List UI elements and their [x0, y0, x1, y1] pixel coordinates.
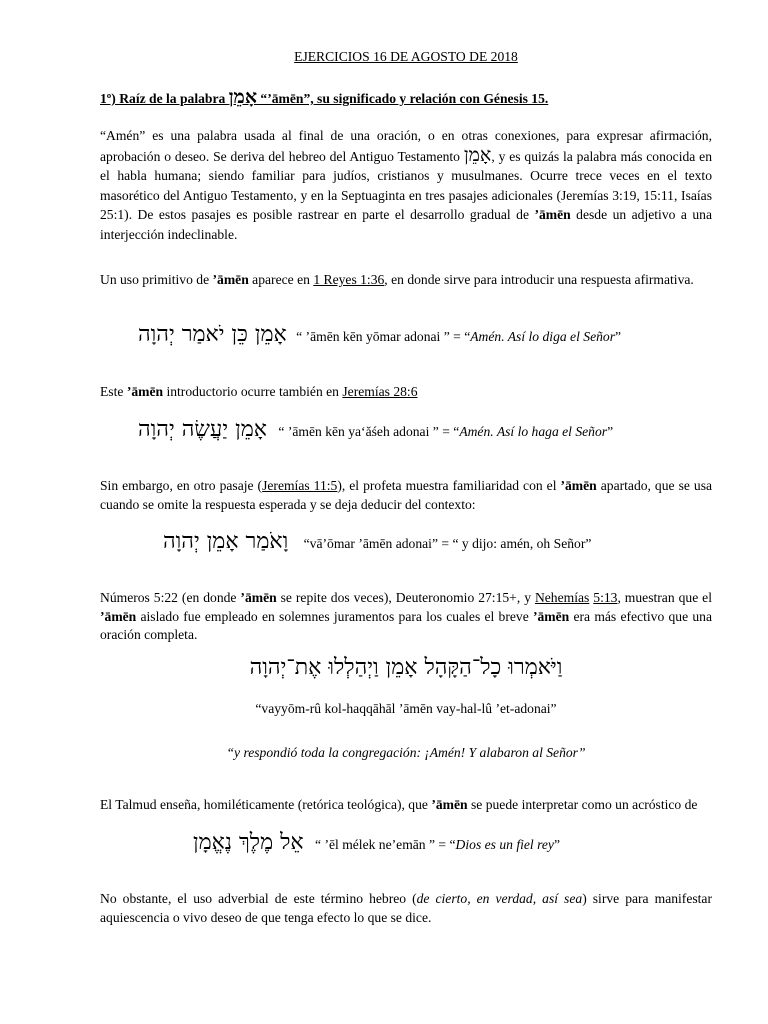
verse2-row: [138, 417, 614, 442]
verse2-translation: Amén. Así lo haga el Señor: [459, 424, 608, 439]
use3-text-b: ), el profeta muestra familiaridad con el: [337, 478, 561, 493]
verse2-close: ”: [607, 424, 614, 439]
use4-text-c: , muestran que el: [617, 590, 712, 605]
verse1-close: ”: [614, 329, 622, 344]
verse4-translation: [100, 744, 712, 763]
talmud-text-a: El Talmud enseña, homiléticamente (retórica teológica), que: [100, 797, 432, 812]
intro-hebrew: אָמֵן: [463, 143, 492, 166]
verse2-hebrew: אָמֵן יַעֲשֶׂה יְהוָה: [138, 417, 267, 442]
verse1-hebrew: אָמֵן כֵּן יֹאמַר יְהוָה: [138, 322, 287, 347]
ref-jeremias-11[interactable]: Jeremías 11:5: [262, 478, 338, 493]
ref-nehemias[interactable]: Nehemías: [534, 590, 590, 605]
use3-bold: ’āmēn: [560, 478, 597, 493]
verse5-translit: “ ’ēl mélek ne’emān ” = “: [315, 837, 456, 852]
intro-text-3: desde un adjetivo a una interjección indeclinable.: [100, 207, 712, 242]
use4-bold-1: ’āmēn: [240, 590, 277, 605]
verse1-row: [138, 322, 622, 347]
verse1-translit: “ ’āmēn kēn yōmar adonai ” = “: [296, 329, 471, 344]
verse5-hebrew: אֵל מֶלֶךְ נֶאֱמָן: [193, 830, 304, 855]
verse1-translation: Amén. Así lo diga el Señor: [470, 329, 615, 344]
use3-text-c: apartado, que se usa cuando se omite la respuesta esperada y se deja deducir del contexto:: [100, 478, 713, 512]
verse2-translit: “ ’āmēn kēn ya‘ăśeh adonai ” = “: [278, 424, 460, 439]
verse4-hebrew: וַיֹּאמְרוּ כָל־הַקָּהָל אָמֵן וַיְהַלְלוּ אֶת־יְהוָה: [249, 655, 563, 680]
verse5-close: ”: [553, 837, 561, 852]
verse3-row: [163, 529, 592, 554]
section-heading: [100, 88, 712, 109]
use4-text-b: se repite dos veces), Deuteronomio 27:15+, y: [276, 590, 535, 605]
verse4-translit: “vayyōm-rû kol-haqqāhāl ’āmēn vay-hal-lû ’et-adonai”: [255, 701, 557, 716]
heading-suffix: “’āmēn”, su significado y relación con Génesis 15.: [257, 91, 549, 106]
closing-paragraph: [100, 890, 712, 927]
use1-text-b: aparece en: [248, 272, 314, 287]
closing-text-b: ) sirve para manifestar aquiescencia o vivo deseo de que tenga efecto lo que se dice.: [100, 891, 712, 925]
use4-paragraph: [100, 589, 712, 645]
use4-text-d: aislado fue empleado en solemnes juramentos para los cuales el breve: [136, 608, 533, 624]
closing-text-a: No obstante, el uso adverbial de este término hebreo (: [100, 891, 417, 906]
intro-bold-amen: ’āmēn: [534, 207, 571, 222]
verse4-hebrew-row: [100, 655, 712, 680]
use1-paragraph: [100, 271, 712, 290]
intro-text-1: “Amén” es una palabra usada al final de una oración, o en otras conexiones, para expresar afirmación, aprobación o deseo. Se deriva del hebreo del Antiguo Testamento: [100, 128, 712, 164]
use1-text-c: , en donde sirve para introducir una respuesta afirmativa.: [384, 272, 694, 287]
talmud-text-b: se puede interpretar como un acróstico de: [467, 797, 698, 812]
use4-bold-3: ’āmēn: [532, 608, 570, 624]
verse4-translation-text: “y respondió toda la congregación: ¡Amén! Y alabaron al Señor”: [226, 745, 586, 760]
intro-text-2: , y es quizás la palabra más conocida en el habla humana; siendo familiar para judíos, cristianos y musulmanes. Ocurre trece veces en el texto masorético del Antiguo Testamento, y en la Septuaginta en tres pasajes adicionales (Jeremías 3:19, 15:11, Isaías 25:1). De estos pasajes es posible rastrear en parte el desarrollo gradual de: [100, 148, 712, 222]
page-title: EJERCICIOS 16 DE AGOSTO DE 2018: [294, 49, 518, 64]
use4-text-a: Números 5:22 (en donde: [100, 590, 241, 605]
verse3-translit: “vā’ōmar ’āmēn adonai” = “ y dijo: amén, oh Señor”: [303, 536, 592, 551]
use2-text-a: Este: [100, 384, 127, 399]
talmud-paragraph: [100, 796, 712, 815]
ref-1-reyes[interactable]: 1 Reyes 1:36: [313, 272, 385, 287]
heading-prefix: 1º) Raíz de la palabra: [100, 91, 229, 106]
closing-italic: de cierto, en verdad, así sea: [416, 891, 583, 906]
use1-text-a: Un uso primitivo de: [100, 272, 213, 287]
use2-text-b: introductorio ocurre también en: [163, 384, 343, 399]
heading-hebrew: אָמֵן: [228, 86, 258, 108]
verse3-hebrew: וָאֹמַר אָמֵן יְהוָה: [163, 529, 289, 554]
use3-paragraph: [100, 477, 712, 514]
verse5-translation: Dios es un fiel rey: [455, 837, 554, 852]
intro-paragraph: [100, 126, 712, 244]
ref-jeremias-28[interactable]: Jeremías 28:6: [342, 384, 418, 399]
ref-nehemias-verse[interactable]: 5:13: [593, 590, 618, 605]
use2-paragraph: [100, 383, 712, 402]
use1-bold: ’āmēn: [212, 272, 249, 287]
use4-bold-2: ’āmēn: [100, 608, 137, 624]
use3-text-a: Sin embargo, en otro pasaje (: [100, 478, 263, 493]
use4-text-e: era más efectivo que una oración completa.: [100, 608, 712, 642]
verse5-row: [193, 830, 561, 855]
talmud-bold: ’āmēn: [431, 797, 468, 812]
use2-bold: ’āmēn: [126, 384, 164, 399]
